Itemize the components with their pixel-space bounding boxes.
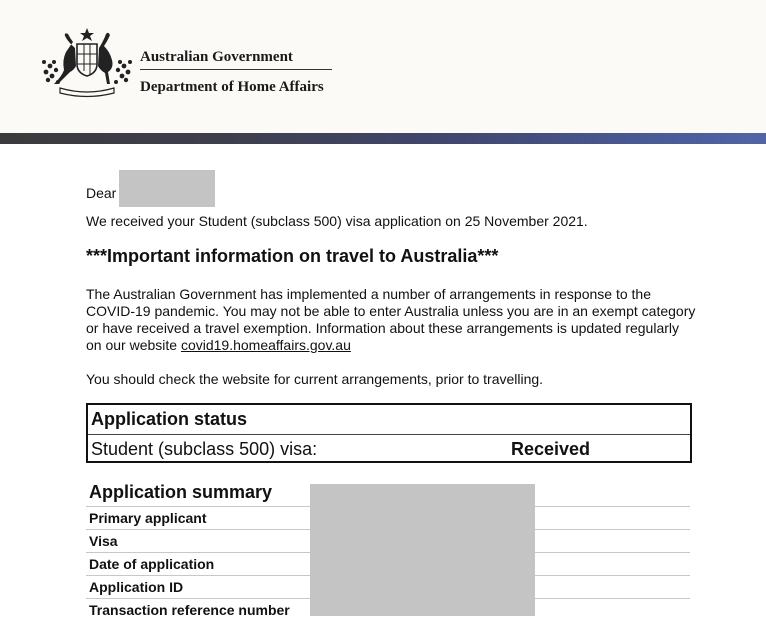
- summary-label: Date of application: [89, 556, 215, 572]
- check-paragraph: You should check the website for current arrangements, prior to travelling.: [86, 371, 544, 387]
- status-title: Application status: [91, 409, 248, 429]
- info-text: The Australian Government has implemented a number of arrangements in response to the COVID-19 pandemic. You may not be able to enter Australia unless you are in an exempt category or have received a travel exemption. Information about these arrangements is updated regularly on our website: [86, 286, 696, 353]
- summary-label: Primary applicant: [89, 510, 207, 526]
- letterhead: [0, 0, 766, 133]
- status-row: [88, 434, 690, 462]
- coat-of-arms-logo: [40, 26, 134, 100]
- status-value: Received: [511, 439, 591, 459]
- summary-label: Transaction reference number: [89, 602, 290, 618]
- redacted-name: [119, 170, 215, 207]
- header-band: [0, 133, 766, 144]
- info-paragraph: [86, 286, 696, 354]
- salutation-text: Dear: [86, 184, 117, 201]
- government-title: Australian Government: [140, 49, 293, 65]
- important-heading: ***Important information on travel to Australia***: [86, 246, 499, 266]
- salutation: [86, 178, 215, 207]
- summary-label: Visa: [89, 533, 118, 549]
- redacted-summary-values: [310, 484, 535, 616]
- summary-label: Application ID: [89, 579, 184, 595]
- received-paragraph: We received your Student (subclass 500) visa application on 25 November 2021.: [86, 213, 588, 229]
- covid-website-link[interactable]: covid19.homeaffairs.gov.au: [180, 337, 351, 353]
- government-name: [140, 47, 332, 97]
- application-status-box: [86, 403, 692, 463]
- summary-title: Application summary: [89, 482, 273, 502]
- department-title: Department of Home Affairs: [140, 79, 324, 95]
- header-divider: [140, 69, 332, 70]
- status-label: Student (subclass 500) visa:: [91, 439, 318, 459]
